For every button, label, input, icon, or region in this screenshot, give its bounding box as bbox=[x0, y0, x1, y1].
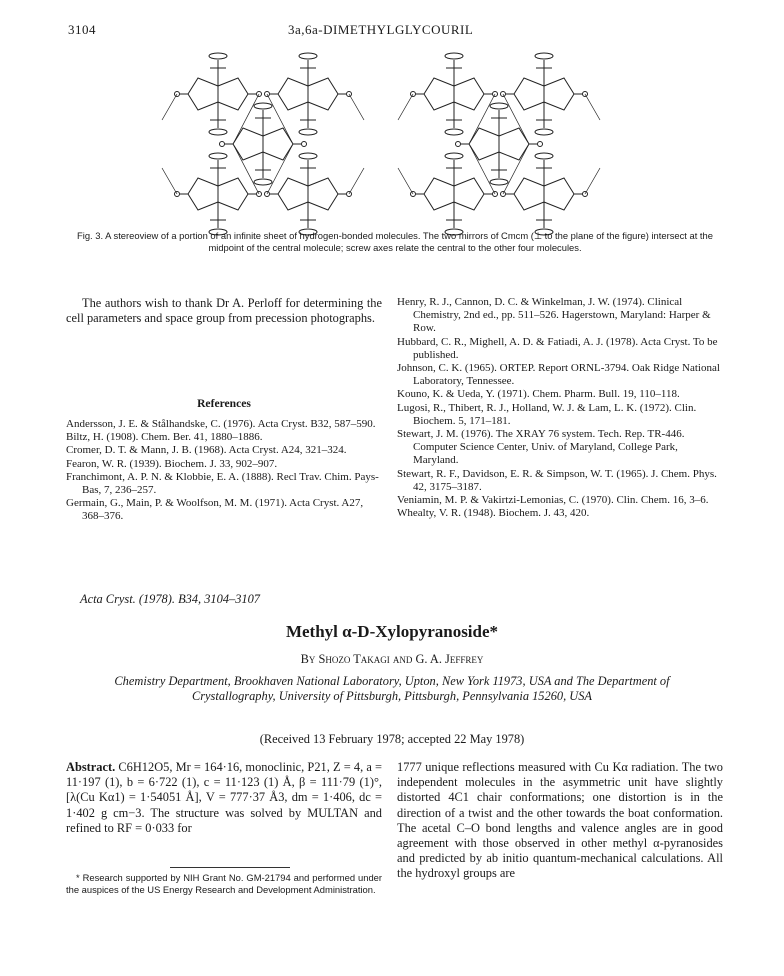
article-affiliation: Chemistry Department, Brookhaven National Laboratory, Upton, New York 11973, USA and The Department of Crystallography, University of Pittsburgh, Pittsburgh, Pennsylvania 15260, USA bbox=[114, 674, 670, 703]
references-list-right bbox=[397, 296, 723, 520]
molecule bbox=[411, 153, 498, 235]
stereo-panel-left bbox=[162, 53, 364, 235]
reference-item: Cromer, D. T. & Mann, J. B. (1968). Acta Cryst. A24, 321–324. bbox=[66, 444, 347, 457]
abstract-left bbox=[66, 760, 382, 836]
reference-item: Johnson, C. K. (1965). ORTEP. Report ORNL-3794. Oak Ridge National Laboratory, Tennessee. bbox=[397, 362, 720, 388]
molecule bbox=[501, 153, 588, 235]
reference-item: Germain, G., Main, P. & Woolfson, M. M. (1971). Acta Cryst. A27, 368–376. bbox=[66, 497, 364, 523]
stereo-panel-right bbox=[398, 53, 600, 235]
article-citation: Acta Cryst. (1978). B34, 3104–3107 bbox=[80, 592, 260, 606]
acknowledgement: The authors wish to thank Dr A. Perloff for determining the cell parameters and space group from precession photographs. bbox=[66, 296, 382, 325]
references-list-left bbox=[66, 418, 382, 524]
stereoview-figure bbox=[158, 50, 628, 238]
abstract-text-left: C6H12O5, Mr = 164·16, monoclinic, P21, Z = 4, a = 11·197 (1), b = 6·722 (1), c = 11·123 (1) Å, β = 111·79 (1)°, [λ(Cu Kα1) = 1·54051 Å], V = 777·37 Å3, dm = 1·406, dc = 1·402 g cm−3. The structure was solved by MULTAN and refined to RF = 0·033 for bbox=[66, 760, 382, 835]
reference-item: Andersson, J. E. & Stålhandske, C. (1976). Acta Cryst. B32, 587–590. bbox=[66, 418, 376, 430]
reference-item: Veniamin, M. P. & Vakirtzi-Lemonias, C. (1970). Clin. Chem. 16, 3–6. bbox=[397, 494, 709, 507]
molecule bbox=[265, 153, 352, 235]
reference-item: Stewart, R. F., Davidson, E. R. & Simpson, W. T. (1965). J. Chem. Phys. 42, 3175–3187. bbox=[397, 467, 717, 493]
molecule bbox=[265, 53, 352, 135]
molecule bbox=[501, 53, 588, 135]
reference-item: Stewart, J. M. (1976). The XRAY 76 system. Tech. Rep. TR-446. Computer Science Center, Univ. of Maryland, College Park, Maryland. bbox=[397, 428, 685, 467]
reference-item: Franchimont, A. P. N. & Klobbie, E. A. (1888). Recl Trav. Chim. Pays-Bas, 7, 236–257. bbox=[66, 470, 379, 497]
reference-item: Kouno, K. & Ueda, Y. (1971). Chem. Pharm. Bull. 19, 110–118. bbox=[397, 388, 680, 401]
reference-item: Hubbard, C. R., Mighell, A. D. & Fatiadi, A. J. (1978). Acta Cryst. To be published. bbox=[397, 335, 718, 361]
molecule bbox=[175, 153, 262, 235]
page-number: 3104 bbox=[68, 22, 96, 37]
reference-item: Fearon, W. R. (1939). Biochem. J. 33, 902–907. bbox=[66, 457, 278, 470]
reference-item: Biltz, H. (1908). Chem. Ber. 41, 1880–1886. bbox=[66, 431, 263, 444]
article-title: Methyl α-D-Xylopyranoside* bbox=[285, 622, 499, 641]
molecule bbox=[220, 103, 307, 185]
reference-item: Lugosi, R., Thibert, R. J., Holland, W. J. & Lam, L. K. (1972). Clin. Biochem. 5, 171–181. bbox=[397, 401, 697, 427]
reference-item: Whealty, V. R. (1948). Biochem. J. 43, 420. bbox=[397, 507, 590, 520]
references-heading: References bbox=[197, 397, 251, 410]
abstract-label: Abstract. bbox=[66, 760, 116, 774]
footnote: * Research supported by NIH Grant No. GM-21794 and performed under the auspices of the US Energy Research and Development Administration. bbox=[66, 872, 382, 895]
article-authors: By Shozo Takagi and G. A. Jeffrey bbox=[300, 652, 484, 666]
figure-caption: Fig. 3. A stereoview of a portion of an infinite sheet of hydrogen-bonded molecules. The two mirrors of Cmcm (⊥ to the plane of the figure) intersect at the midpoint of the central molecule; screw axes relate the central to the other four molecules. bbox=[77, 230, 713, 253]
abstract-right: 1777 unique reflections measured with Cu Kα radiation. The two independent molecules in the asymmetric unit have slightly distorted 4C1 chair conformations; one distortion is in the direction of a twist and the other towards the boat conformation. The acetal C–O bond lengths and valence angles are in good agreement with those observed in other methyl α-pyranosides and predicted by ab initio quantum-mechanical calculations. All the hydroxyl groups are bbox=[397, 760, 723, 881]
molecule bbox=[411, 53, 498, 135]
running-title: 3a,6a-DIMETHYLGLYCOURIL bbox=[288, 22, 474, 37]
molecule bbox=[175, 53, 262, 135]
footnote-rule bbox=[170, 867, 290, 868]
reference-item: Henry, R. J., Cannon, D. C. & Winkelman, J. W. (1974). Clinical Chemistry, 2nd ed., pp. 511–526. Hagerstown, Maryland: Harper & Row. bbox=[397, 296, 711, 335]
molecule bbox=[456, 103, 543, 185]
received-dates: (Received 13 February 1978; accepted 22 May 1978) bbox=[259, 732, 525, 746]
